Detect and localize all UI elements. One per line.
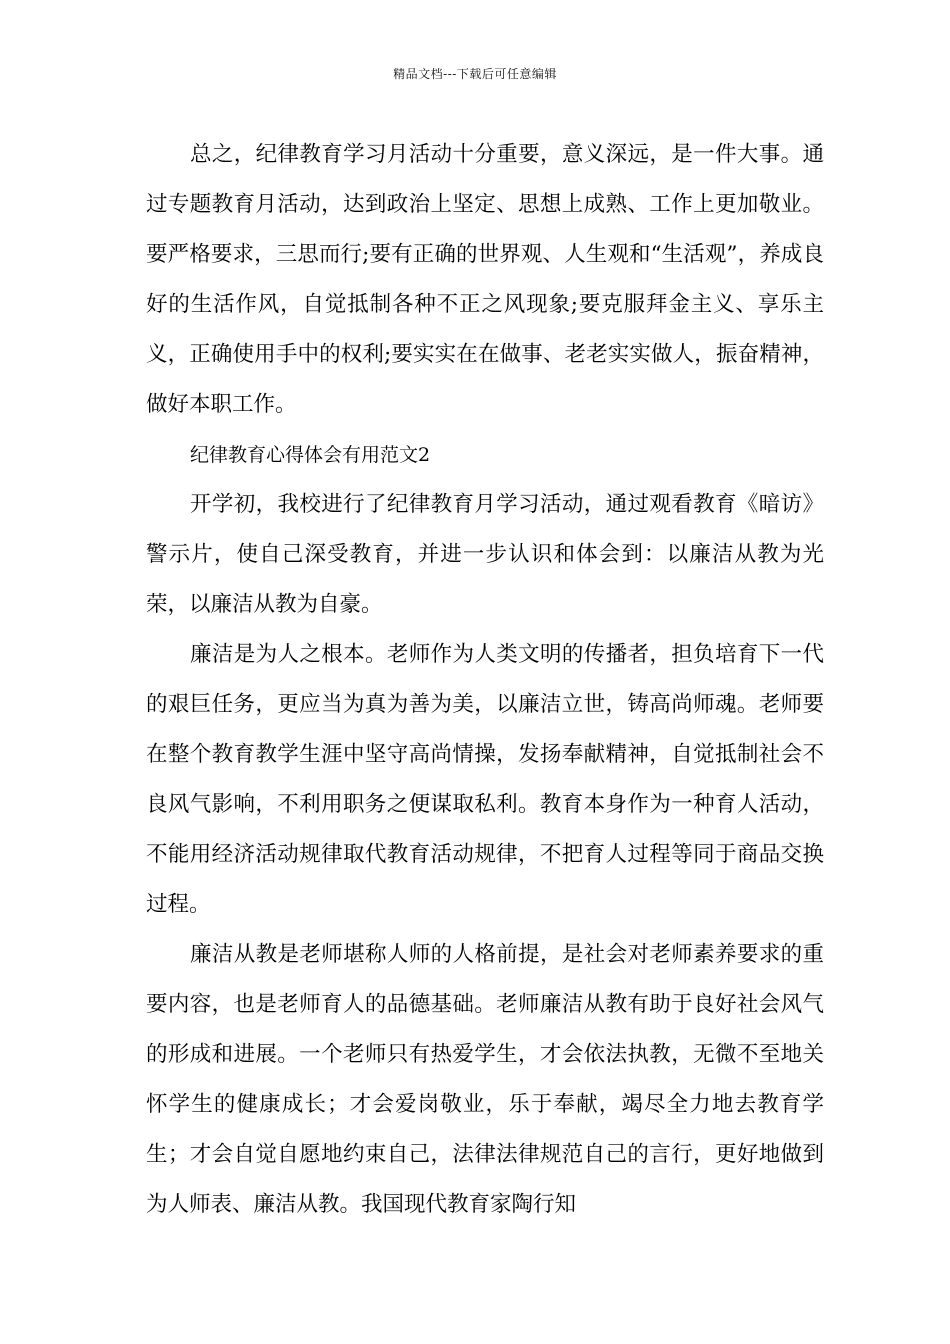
paragraph-4: 廉洁从教是老师堪称人师的人格前提，是社会对老师素养要求的重要内容，也是老师育人的品德基础。老师廉洁从教有助于良好社会风气的形成和进展。一个老师只有热爱学生，才会依法执教，无微不至地关怀学生的健康成长；才会爱岗敬业，乐于奉献，竭尽全力地去教育学生；才会自觉自愿地约束自己，法律法律规范自己的言行，更好地做到为人师表、廉洁从教。我国现代教育家陶行知 (146, 942, 824, 1217)
document-body (146, 130, 824, 1230)
paragraph-1: 总之，纪律教育学习月活动十分重要，意义深远，是一件大事。通过专题教育月活动，达到政治上坚定、思想上成熟、工作上更加敬业。要严格要求，三思而行;要有正确的世界观、人生观和“生活观”，养成良好的生活作风，自觉抵制各种不正之风现象;要克服拜金主义、享乐主义，正确使用手中的权利;要实实在在做事、老老实实做人，振奋精神，做好本职工作。 (146, 142, 824, 417)
paragraph-2: 开学初，我校进行了纪律教育月学习活动，通过观看教育《暗访》警示片，使自己深受教育，并进一步认识和体会到：以廉洁从教为光荣，以廉洁从教为自豪。 (146, 492, 824, 617)
page-header: 精品文档---下载后可任意编辑 (393, 67, 557, 81)
paragraph-3: 廉洁是为人之根本。老师作为人类文明的传播者，担负培育下一代的艰巨任务，更应当为真为善为美，以廉洁立世，铸高尚师魂。老师要在整个教育教学生涯中坚守高尚情操，发扬奉献精神，自觉抵制社会不良风气影响，不利用职务之便谋取私利。教育本身作为一种育人活动，不能用经济活动规律取代教育活动规律，不把育人过程等同于商品交换过程。 (146, 642, 824, 917)
section-heading: 纪律教育心得体会有用范文2 (190, 444, 431, 466)
